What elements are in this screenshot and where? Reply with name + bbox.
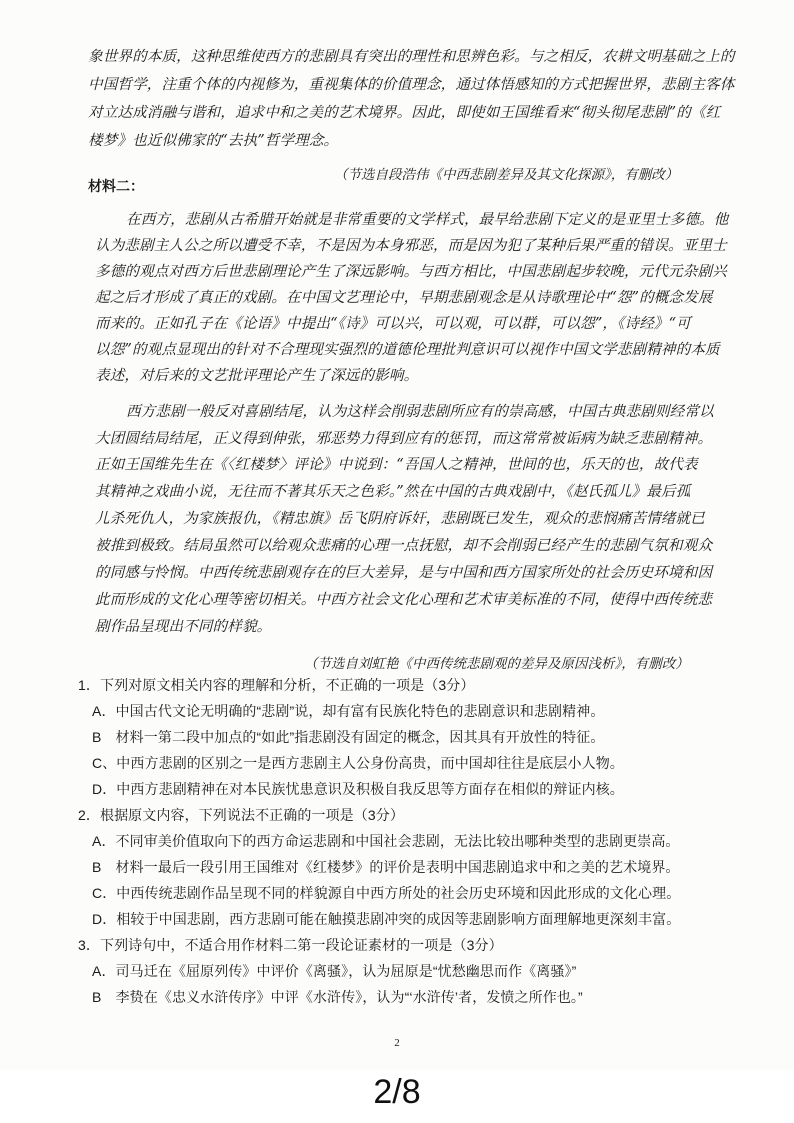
answer-option-b: B 材料一最后一段引用王国维对《红楼梦》的评价是表明中国悲剧追求中和之美的艺术境界。 bbox=[92, 859, 680, 875]
answer-option-b: B 李贽在《忠义水浒传序》中评《水浒传》，认为“‘水浒传’者，发愤之所作也。” bbox=[92, 989, 583, 1005]
text-line: 儿杀死仇人，为家族报仇，《精忠旗》岳飞阴府诉奸，悲剧既已发生，观众的悲悯痛苦情绪就已 bbox=[95, 510, 705, 527]
text-line: 象世界的本质，这种思维使西方的悲剧具有突出的理性和思辨色彩。与之相反，农耕文明基础之上的 bbox=[88, 48, 735, 65]
source-citation: （节选自刘虹艳《中西传统悲剧观的差异及原因浅析》，有删改） bbox=[304, 656, 689, 672]
text-line: 以怨”的观点显现出的针对不合理现实强烈的道德伦理批判意识可以视作中国文学悲剧精神的本质 bbox=[95, 341, 720, 358]
text-line: 西方悲剧一般反对喜剧结尾，认为这样会削弱悲剧所应有的崇高感，中国古典悲剧则经常以 bbox=[126, 403, 714, 420]
text-line: 而来的。正如孔子在《论语》中提出“《诗》可以兴，可以观，可以群，可以怨”，《诗经》“可 bbox=[95, 315, 691, 332]
text-line: 中国哲学，注重个体的内视修为，重视集体的价值理念，通过体悟感知的方式把握世界，悲剧主客体 bbox=[88, 76, 735, 93]
page-number: 2 bbox=[394, 1037, 400, 1049]
text-line: 其精神之戏曲小说，无往而不著其乐天之色彩。”然在中国的古典戏剧中，《赵氏孤儿》最后孤 bbox=[95, 483, 691, 500]
question-stem: 1．下列对原文相关内容的理解和分析，不正确的一项是（3分） bbox=[78, 677, 475, 693]
question-stem: 3．下列诗句中，不适合用作材料二第一段论证素材的一项是（3分） bbox=[78, 937, 503, 953]
text-line: 楼梦》也近似佛家的“去执”哲学理念。 bbox=[88, 132, 339, 149]
answer-option-b: B 材料一第二段中加点的“如此”指悲剧没有固定的概念，因其具有开放性的特征。 bbox=[92, 729, 605, 745]
source-citation: （节选自段浩伟《中西悲剧差异及其文化探源》，有删改） bbox=[334, 167, 679, 183]
text-line: 多德的观点对西方后世悲剧理论产生了深远影响。与西方相比，中国悲剧起步较晚，元代元杂剧兴 bbox=[95, 263, 727, 280]
text-line: 正如王国维先生在《〈红楼梦〉评论》中说到：“吾国人之精神，世间的也，乐天的也，故代表 bbox=[95, 456, 698, 473]
material-2-heading: 材料二： bbox=[88, 179, 144, 195]
text-line: 剧作品呈现出不同的样貌。 bbox=[95, 618, 272, 635]
text-line: 起之后才形成了真正的戏剧。在中国文艺理论中，早期悲剧观念是从诗歌理论中“怨”的概念发展 bbox=[95, 289, 713, 306]
question-stem: 2．根据原文内容，下列说法不正确的一项是（3分） bbox=[78, 807, 404, 823]
text-line: 认为悲剧主人公之所以遭受不幸，不是因为本身邪恶，而是因为犯了某种后果严重的错误。亚里士 bbox=[95, 237, 727, 254]
answer-option-a: A．司马迁在《屈原列传》中评价《离骚》，认为屈原是“忧愁幽思而作《离骚》” bbox=[92, 963, 577, 979]
answer-option-a: A．中国古代文论无明确的“悲剧”说，却有富有民族化特色的悲剧意识和悲剧精神。 bbox=[92, 703, 605, 719]
text-line: 在西方，悲剧从古希腊开始就是非常重要的文学样式，最早给悲剧下定义的是亚里士多德。他 bbox=[126, 211, 729, 228]
text-line: 表述，对后来的文艺批评理论产生了深远的影响。 bbox=[95, 367, 419, 384]
text-line: 此而形成的文化心理等密切相关。中西方社会文化心理和艺术审美标准的不同，使得中西传统悲 bbox=[95, 591, 713, 608]
viewer-page-indicator: 2/8 bbox=[373, 1073, 421, 1111]
answer-option-c: C．中西传统悲剧作品呈现不同的样貌源自中西方所处的社会历史环境和因此形成的文化心理。 bbox=[92, 885, 681, 901]
answer-option-a: A．不同审美价值取向下的西方命运悲剧和中国社会悲剧，无法比较出哪种类型的悲剧更崇高。 bbox=[92, 833, 680, 849]
text-line: 对立达成消融与谐和，追求中和之美的艺术境界。因此，即使如王国维看来“彻头彻尾悲剧”的《红 bbox=[88, 104, 721, 121]
text-line: 大团圆结局结尾，正义得到伸张，邪恶势力得到应有的惩罚，而这常常被诟病为缺乏悲剧精神。 bbox=[95, 430, 713, 447]
text-line: 的同感与怜悯。中西传统悲剧观存在的巨大差异，是与中国和西方国家所处的社会历史环境和因 bbox=[95, 564, 713, 581]
answer-option-d: D．中西方悲剧精神在对本民族忧患意识及积极自我反思等方面存在相似的辩证内核。 bbox=[92, 781, 624, 797]
text-line: 被推到极致。结局虽然可以给观众悲痛的心理一点抚慰，却不会削弱已经产生的悲剧气氛和观众 bbox=[95, 537, 713, 554]
answer-option-c: C、中西方悲剧的区别之一是西方悲剧主人公身份高贵，而中国却往往是底层小人物。 bbox=[92, 755, 624, 771]
answer-option-d: D．相较于中国悲剧，西方悲剧可能在触摸悲剧冲突的成因等悲剧影响方面理解地更深刻丰富。 bbox=[92, 911, 681, 927]
